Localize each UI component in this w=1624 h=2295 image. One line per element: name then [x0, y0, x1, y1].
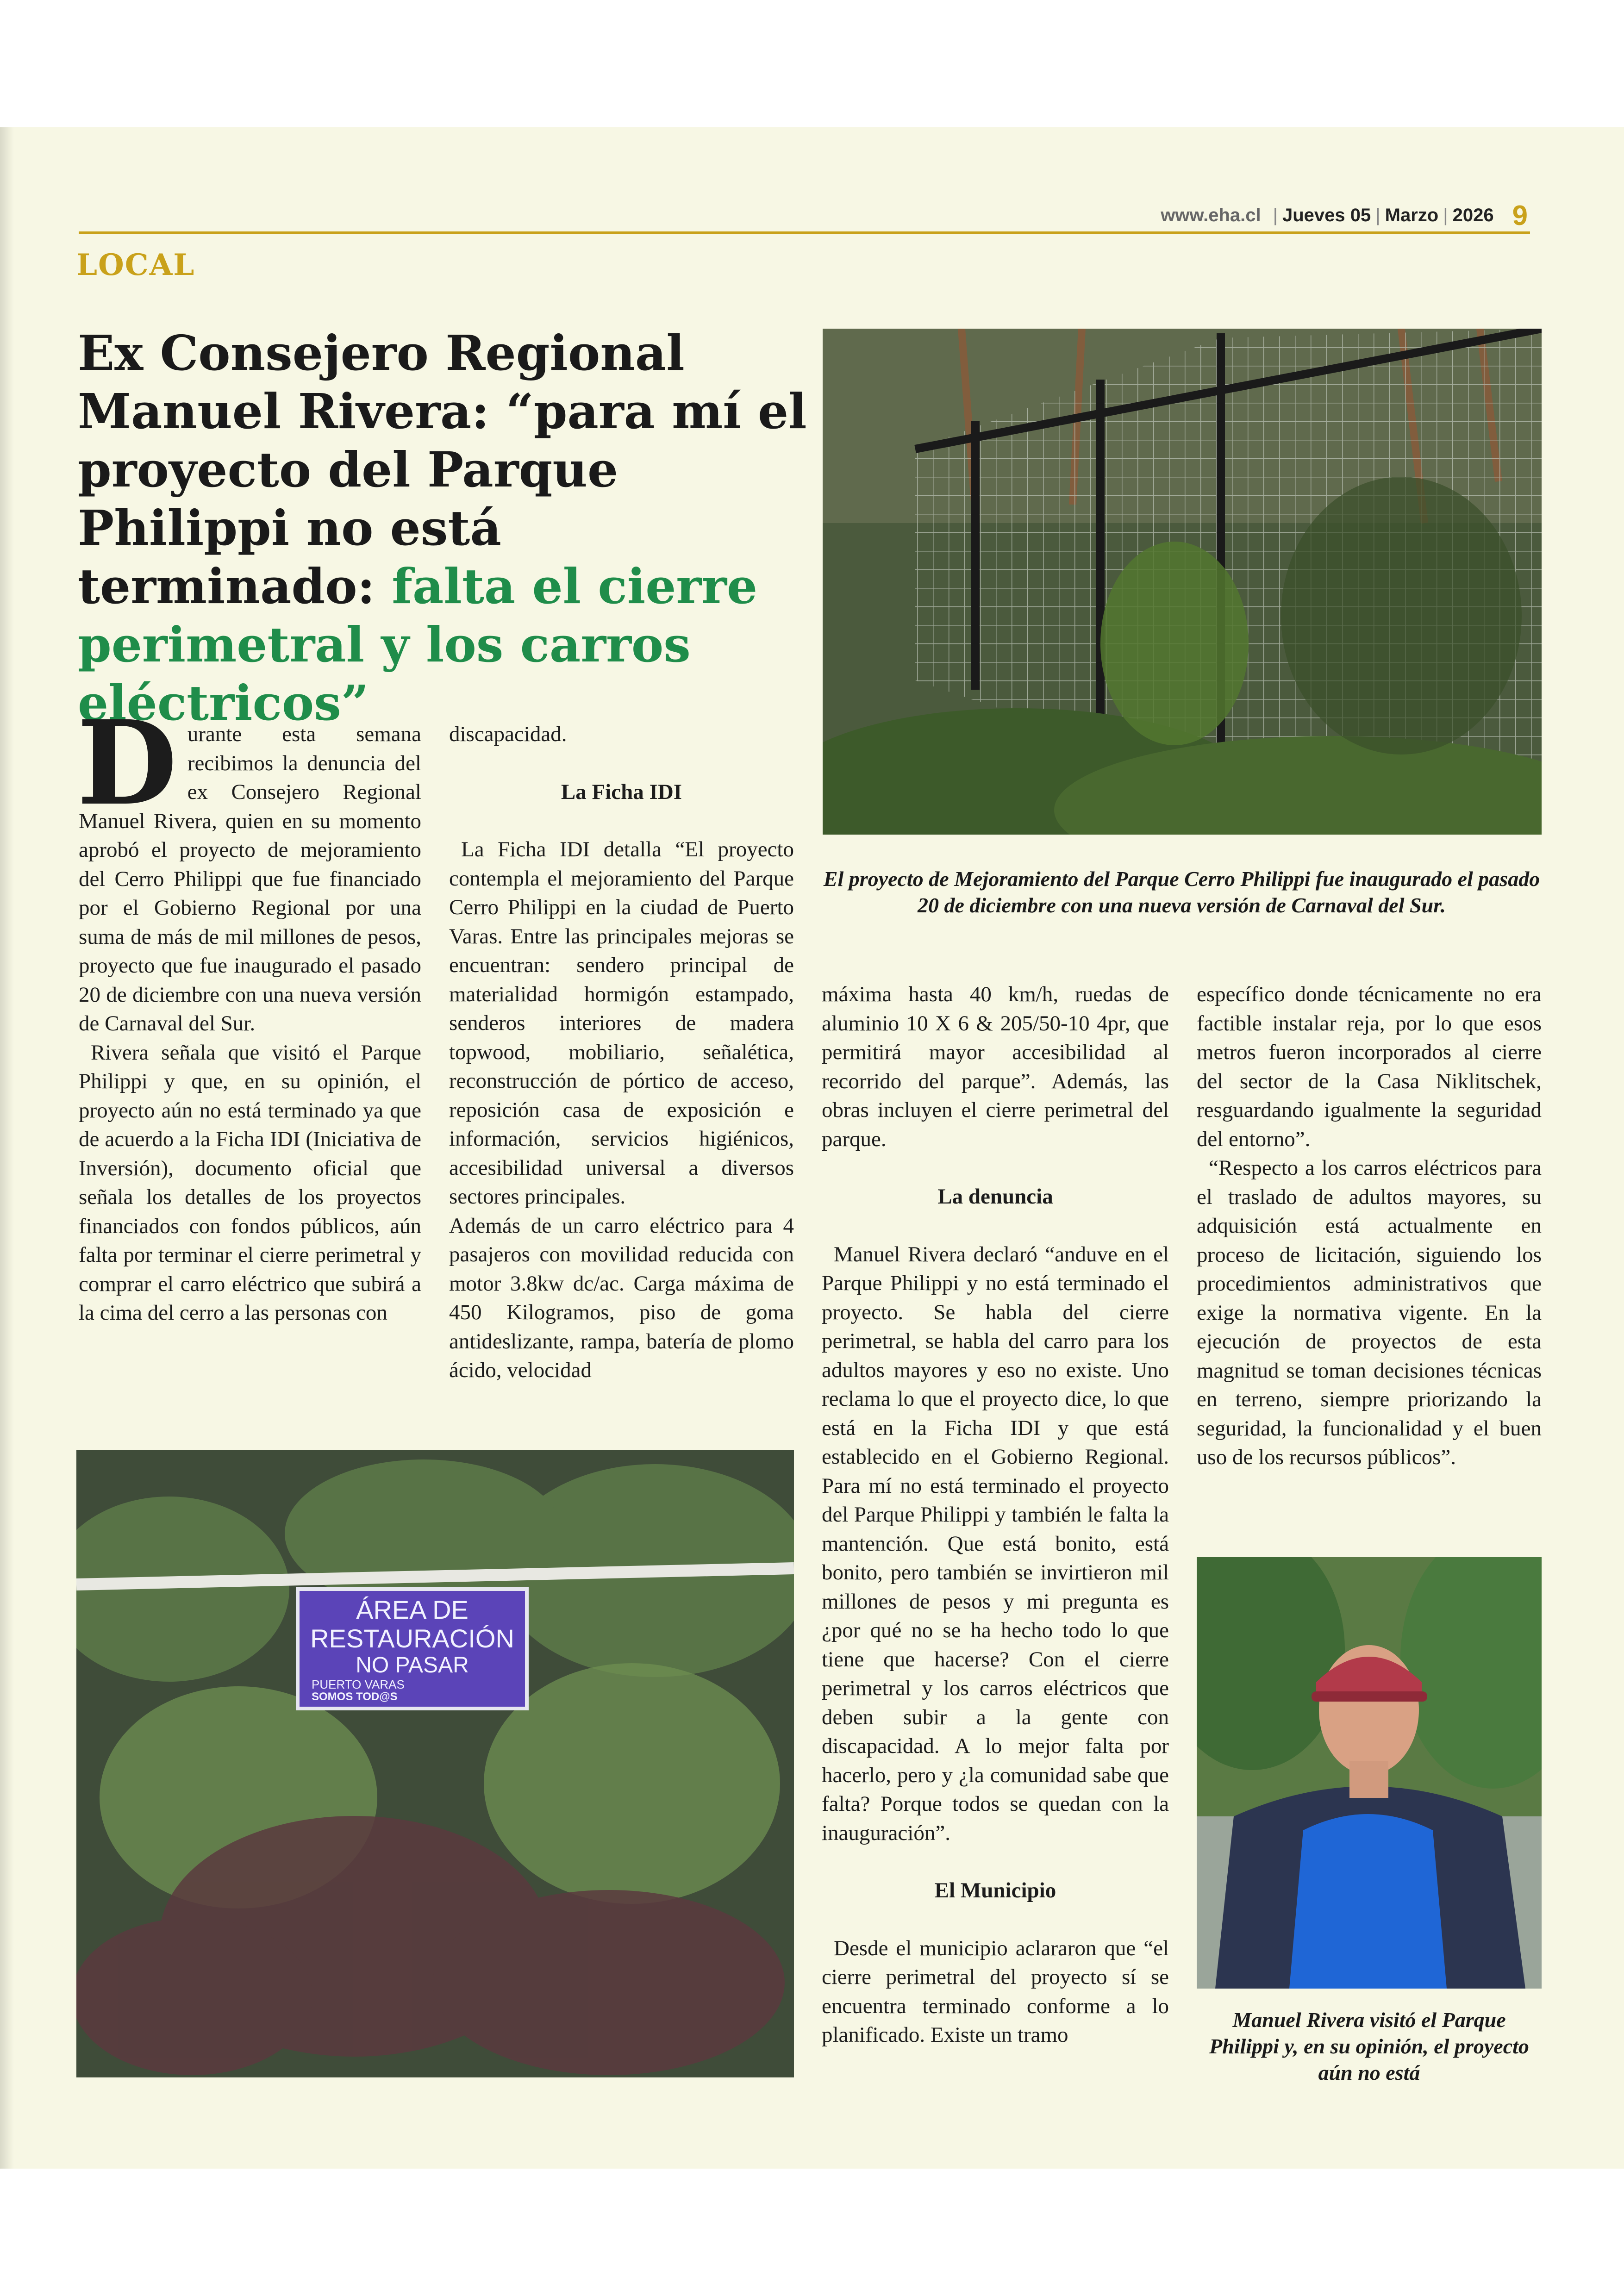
paragraph: discapacidad. [449, 722, 567, 746]
fence-photo [823, 329, 1542, 835]
subheading-ficha-idi: La Ficha IDI [561, 780, 682, 804]
header-separator: | [1443, 205, 1448, 225]
person-photo-caption: Manuel Rivera visitó el Parque Philippi y, en su opinión, el proyecto aún no está [1209, 2008, 1529, 2084]
restoration-area-photo [76, 1450, 794, 2077]
header-year: 2026 [1452, 205, 1494, 225]
sign-line3: NO PASAR [356, 1653, 469, 1678]
paragraph: Además de un carro eléctrico para 4 pasajeros con movilidad reducida con motor 3.8kw dc/ac. Carga máxima de 450 Kilogramos, piso de goma antideslizante, rampa, batería de plomo ácido, velocidad [449, 1213, 794, 1382]
person-photo-illustration [1197, 1557, 1542, 1989]
paragraph-text: urante esta semana recibimos la denuncia del ex Consejero Regional Manuel Rivera, quien en su momento aprobó el proyecto de mejoramiento del Cerro Philippi que fue financiado por el Gobierno Regional por una suma de más de mil millones de pesos, proyecto que fue inaugurado el pasado 20 de diciembre con una nueva versión de Carnaval del Sur. [79, 722, 421, 1035]
header-separator: | [1375, 205, 1380, 225]
paragraph: Rivera señala que visitó el Parque Philippi y que, en su opinión, el proyecto aún no está terminado ya que de acuerdo a la Ficha IDI (Iniciativa de Inversión), documento oficial que señala los detalles de los proyectos financiados con fondos públicos, aún falta por terminar el cierre perimetral y comprar el carro eléctrico que subirá a la cima del cerro a las personas con [79, 1040, 421, 1325]
site-url[interactable]: www.eha.cl [1161, 205, 1261, 225]
headline [78, 324, 814, 732]
restoration-sign [298, 1589, 527, 1709]
header-day: Jueves 05 [1282, 205, 1371, 225]
article-column-1 [77, 695, 421, 1328]
article-column-3 [822, 980, 1169, 2050]
header-month: Marzo [1385, 205, 1439, 225]
sign-line5: SOMOS TOD@S [312, 1690, 398, 1703]
manuel-rivera-photo [1197, 1557, 1542, 1989]
ferns-photo-illustration [76, 1450, 794, 2077]
sign-line1: ÁREA DE [356, 1595, 468, 1624]
dropcap: D [77, 695, 177, 831]
fence-photo-caption: El proyecto de Mejoramiento del Parque Cerro Philippi fue inaugurado el pasado 20 de diciembre con una nueva versión de Carnaval del Sur. [823, 867, 1540, 917]
fence-photo-illustration [823, 329, 1542, 835]
article-column-4 [1197, 980, 1542, 1472]
headline-part2: falta el cierre perimetral y los carros eléctricos” [78, 558, 758, 731]
paragraph [77, 695, 421, 1038]
paragraph: “Respecto a los carros eléctricos para el traslado de adultos mayores, su adquisición está actualmente en proceso de licitación, siguiendo los procedimientos administrativos que exige la normativa vigente. En la ejecución de proyectos de esta magnitud se toman decisiones técnicas en terreno, siempre priorizando la seguridad, la funcionalidad y el buen uso de los recursos públicos”. [1197, 1156, 1542, 1469]
sign-line2: RESTAURACIÓN [310, 1624, 514, 1653]
header-separator: | [1273, 205, 1278, 225]
sign-line4: PUERTO VARAS [312, 1678, 405, 1691]
subheading-la-denuncia: La denuncia [937, 1185, 1053, 1209]
section-label: LOCAL [76, 248, 195, 282]
headline-part1: Ex Consejero Regional Manuel Rivera: “para mí el proyecto del Parque Philippi no está terminado: [78, 324, 807, 615]
paragraph: Desde el municipio aclararon que “el cierre perimetral del proyecto sí se encuentra terminado conforme a lo planificado. Existe un tramo [822, 1936, 1169, 2047]
page-number: 9 [1512, 200, 1528, 231]
paragraph: específico donde técnicamente no era factible instalar reja, por lo que esos metros fueron incorporados al cierre del sector de la Casa Niklitschek, resguardando igualmente la seguridad del entorno”. [1197, 982, 1542, 1151]
paragraph: La Ficha IDI detalla “El proyecto contempla el mejoramiento del Parque Cerro Philippi en la ciudad de Puerto Varas. Entre las principales mejoras se encuentran: sendero principal de materialidad hormigón estampado, senderos interiores de madera topwood, mobiliario, señalética, reconstrucción de pórtico de acceso, reposición casa de exposición e información, servicios higiénicos, accesibilidad universal a diversos sectores principales. [449, 837, 794, 1209]
article-column-2 [449, 720, 794, 1385]
subheading-el-municipio: El Municipio [934, 1878, 1056, 1902]
header-rule [79, 231, 1530, 234]
paragraph: Manuel Rivera declaró “anduve en el Parque Philippi y no está terminado el proyecto. Se habla del cierre perimetral, se habla del carro para los adultos mayores y eso no existe. Uno reclama lo que el proyecto dice, lo que está en la Ficha IDI y que está establecido en el Gobierno Regional. Para mí no está terminado el proyecto del Parque Philippi y también le falta la mantención. Que está bonito, está bonito, pero también se invirtieron mil millones de pesos y mi pregunta es ¿por qué no se ha hecho todo lo que tiene que hacerse? Con el cierre perimetral y los carros eléctricos que deben subir a la gente con discapacidad. A lo mejor falta por hacerlo, pero y ¿la comunidad sabe que falta? Porque todos se quedan con la inauguración”. [822, 1242, 1169, 1845]
header-bar [801, 199, 1528, 231]
page-edge-shadow [0, 127, 14, 2169]
paragraph: máxima hasta 40 km/h, ruedas de aluminio 10 X 6 & 205/50-10 4pr, que permitirá mayor accesibilidad al recorrido del parque”. Además, las obras incluyen el cierre perimetral del parque. [822, 982, 1169, 1151]
